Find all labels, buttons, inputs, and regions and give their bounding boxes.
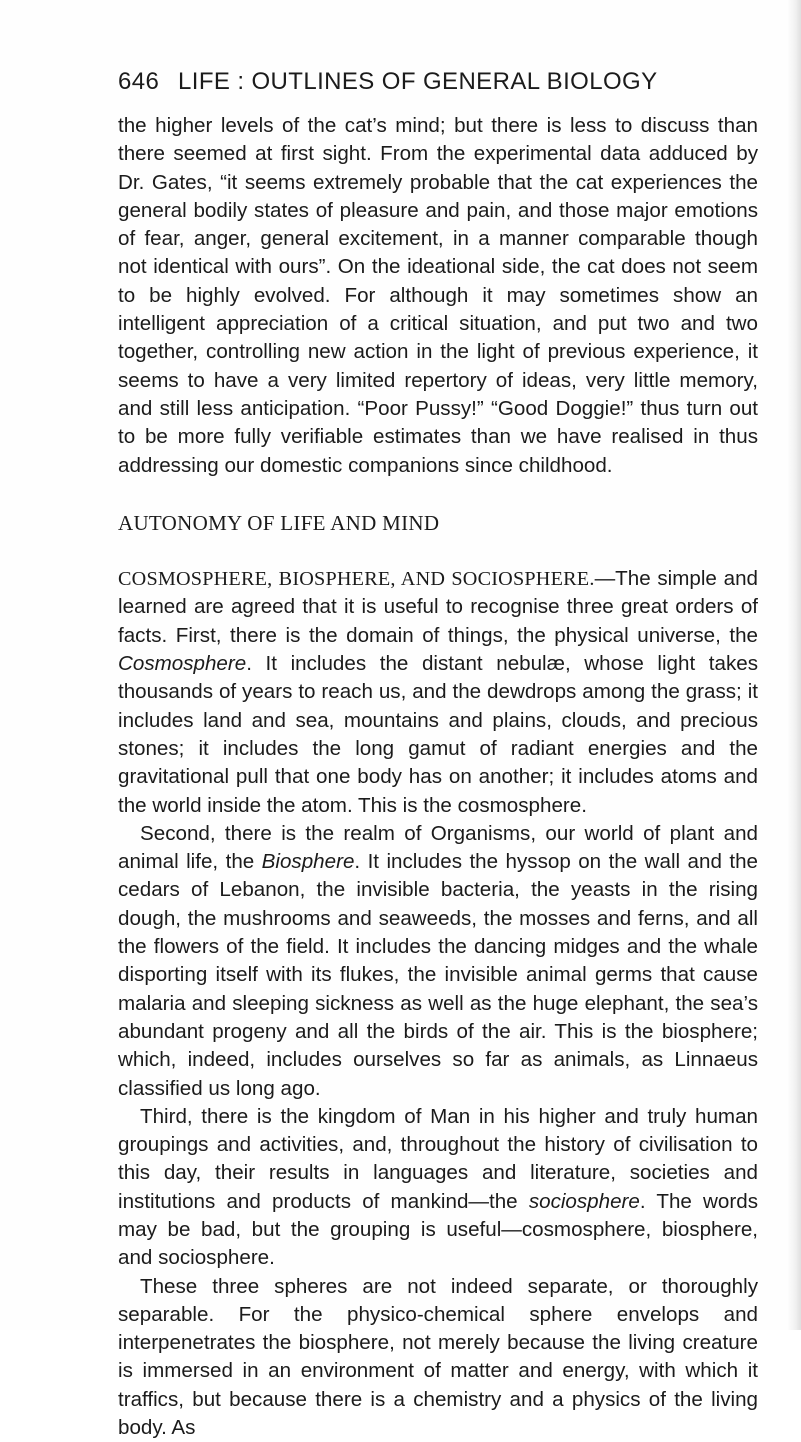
running-header (118, 68, 758, 104)
italic-term: sociosphere (528, 1189, 640, 1213)
section-heading: AUTONOMY OF LIFE AND MIND (118, 510, 440, 535)
paragraph-text: The simple and learned are agreed that it is useful to recognise three great orders of facts. First, there is the domain of things, the physical universe, the (118, 567, 758, 647)
run-in-heading: COSMOSPHERE, BIOSPHERE, AND SOCIOSPHERE. (118, 568, 595, 591)
paragraph-biosphere (118, 820, 758, 1103)
italic-term: Biosphere (261, 850, 355, 874)
paragraph-cosmosphere (118, 565, 758, 820)
body-text (118, 112, 758, 1442)
paragraph-cat-mind: the higher levels of the cat’s mind; but there is less to discuss than there seemed at first sight. From the experimental data adduced by Dr. Gates, “it seems extremely probable that the cat experiences the general bodily states of pleasure and pain, and those major emotions of fear, anger, general excitement, in a manner comparable though not identical with ours”. On the ideational side, the cat does not seem to be highly evolved. For although it may sometimes show an intelligent appreciation of a critical situation, and put two and two together, controlling new action in the light of previous experience, it seems to have a very limited repertory of ideas, very little memory, and still less anticipation. “Poor Pussy!” “Good Doggie!” thus turn out to be more fully verifiable estimates than we have realised in thus addressing our domestic companions since childhood. (118, 114, 758, 477)
paragraph-text: . It includes the hyssop on the wall and the cedars of Lebanon, the invisible bacteria, the yeasts in the rising dough, the mushrooms and seaweeds, the mosses and ferns, and all the flowers of the field. It includes the dancing midges and the whale disporting itself with its flukes, the invisible animal germs that cause malaria and sleeping sickness as well as the huge elephant, the sea’s abundant progeny and all the birds of the air. This is the biosphere; which, indeed, includes ourselves so far as animals, as Linnaeus classified us long ago. (118, 850, 758, 1100)
paragraph-text: Second, there is the realm of Organisms, our world of plant and animal life, the (118, 821, 758, 874)
em-dash: — (594, 567, 616, 591)
paragraph-sociosphere (118, 1103, 758, 1273)
page-number: 646 (118, 68, 160, 95)
paragraph-text: . It includes the distant nebulæ, whose light takes thousands of years to reach us, and the dewdrops among the grass; it includes land and sea, mountains and plains, clouds, and precious stones; it includes the long gamut of radiant energies and the gravitational pull that one body has on another; it includes atoms and the world inside the atom. This is the cosmosphere. (118, 652, 758, 817)
paragraph-text: . The words may be bad, but the grouping is useful—cosmosphere, biosphere, and sociosphere. (118, 1189, 758, 1270)
page-edge-shadow (787, 0, 801, 1330)
italic-term: Cosmosphere (118, 652, 247, 676)
paragraph-spheres: These three spheres are not indeed separate, or thoroughly separable. For the physico-chemical sphere envelops and interpenetrates the biosphere, not merely because the living creature is immersed in an environment of matter and energy, with which it traffics, but because there is a chemistry and a physics of the living body. As (118, 1274, 758, 1440)
running-title: LIFE : OUTLINES OF GENERAL BIOLOGY (178, 68, 658, 95)
paragraph-text: Third, there is the kingdom of Man in his higher and truly human groupings and activities, and, throughout the history of civilisation to this day, their results in languages and literature, societies and institutions and products of mankind—the (118, 1104, 758, 1213)
